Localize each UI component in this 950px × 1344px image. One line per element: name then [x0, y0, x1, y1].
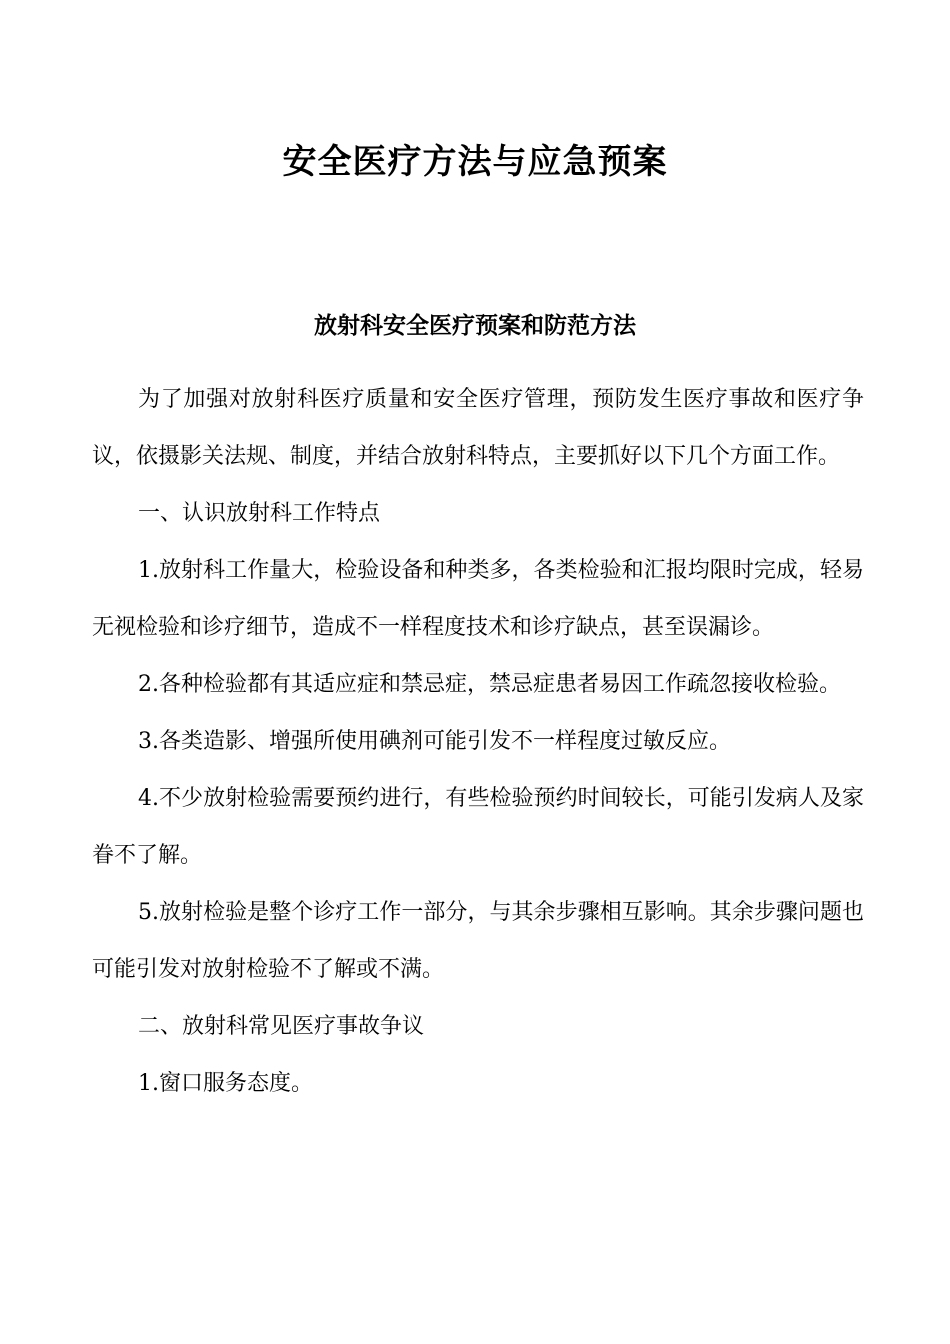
paragraph-item-4: 4.不少放射检验需要预约进行，有些检验预约时间较长，可能引发病人及家眷不了解。: [92, 786, 864, 868]
paragraph-item-3: 3.各类造影、增强所使用碘剂可能引发不一样程度过敏反应。: [138, 729, 731, 754]
section-title: 放射科安全医疗预案和防范方法: [314, 313, 636, 339]
paragraph-intro: 为了加强对放射科医疗质量和安全医疗管理，预防发生医疗事故和医疗争议，依摄影关法规、制度，并结合放射科特点，主要抓好以下几个方面工作。: [92, 387, 864, 469]
paragraph-item-2: 2.各种检验都有其适应症和禁忌症，禁忌症患者易因工作疏忽接收检验。: [138, 672, 841, 697]
heading-common-disputes: 二、放射科常见医疗事故争议: [138, 1014, 425, 1039]
document-title: 安全医疗方法与应急预案: [282, 142, 668, 182]
paragraph-item-1: 1.放射科工作量大，检验设备和种类多，各类检验和汇报均限时完成，轻易无视检验和诊疗细节，造成不一样程度技术和诊疗缺点，甚至误漏诊。: [92, 558, 864, 640]
paragraph-dispute-1: 1.窗口服务态度。: [138, 1071, 313, 1096]
paragraph-item-5: 5.放射检验是整个诊疗工作一部分，与其余步骤相互影响。其余步骤问题也可能引发对放射检验不了解或不满。: [92, 900, 864, 982]
document-body: [92, 371, 864, 1112]
heading-work-characteristics: 一、认识放射科工作特点: [138, 501, 381, 526]
